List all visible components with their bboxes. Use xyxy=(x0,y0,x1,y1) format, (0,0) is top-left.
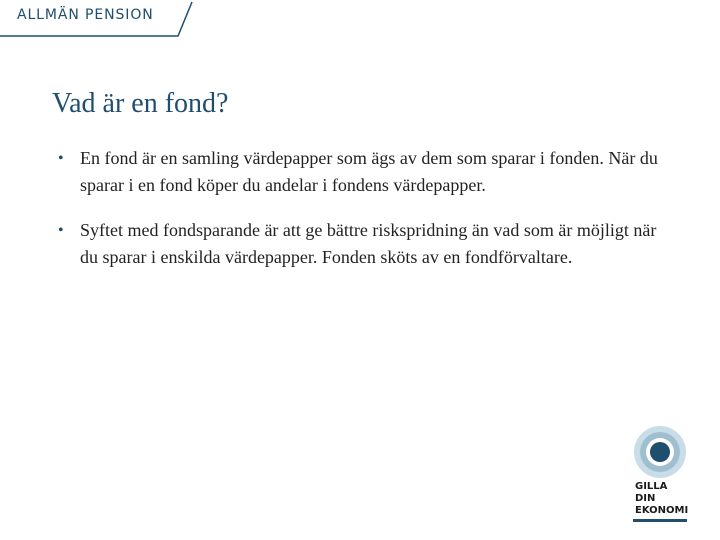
header-label: ALLMÄN PENSION xyxy=(17,7,154,23)
bullet-text: En fond är en samling värdepapper som ägs av dem som sparar i fonden. När du sparar i en fond köper du andelar i fondens värdepapper. xyxy=(80,148,658,195)
target-icon xyxy=(633,425,689,479)
logo-line2: EKONOMI xyxy=(635,505,689,516)
slide-title: Vad är en fond? xyxy=(52,88,229,119)
bullet-item xyxy=(58,145,668,199)
bullet-list xyxy=(58,145,668,289)
bullet-icon: • xyxy=(58,150,64,167)
logo-bar xyxy=(633,519,687,522)
bullet-icon: • xyxy=(58,222,64,239)
logo-line1: GILLA DIN xyxy=(635,481,668,504)
gilla-din-ekonomi-logo xyxy=(633,425,689,522)
bullet-text: Syftet med fondsparande är att ge bättre riskspridning än vad som är möjligt när du sparar i enskilda värdepapper. Fonden sköts av en fondförvaltare. xyxy=(80,220,657,267)
bullet-item xyxy=(58,217,668,271)
